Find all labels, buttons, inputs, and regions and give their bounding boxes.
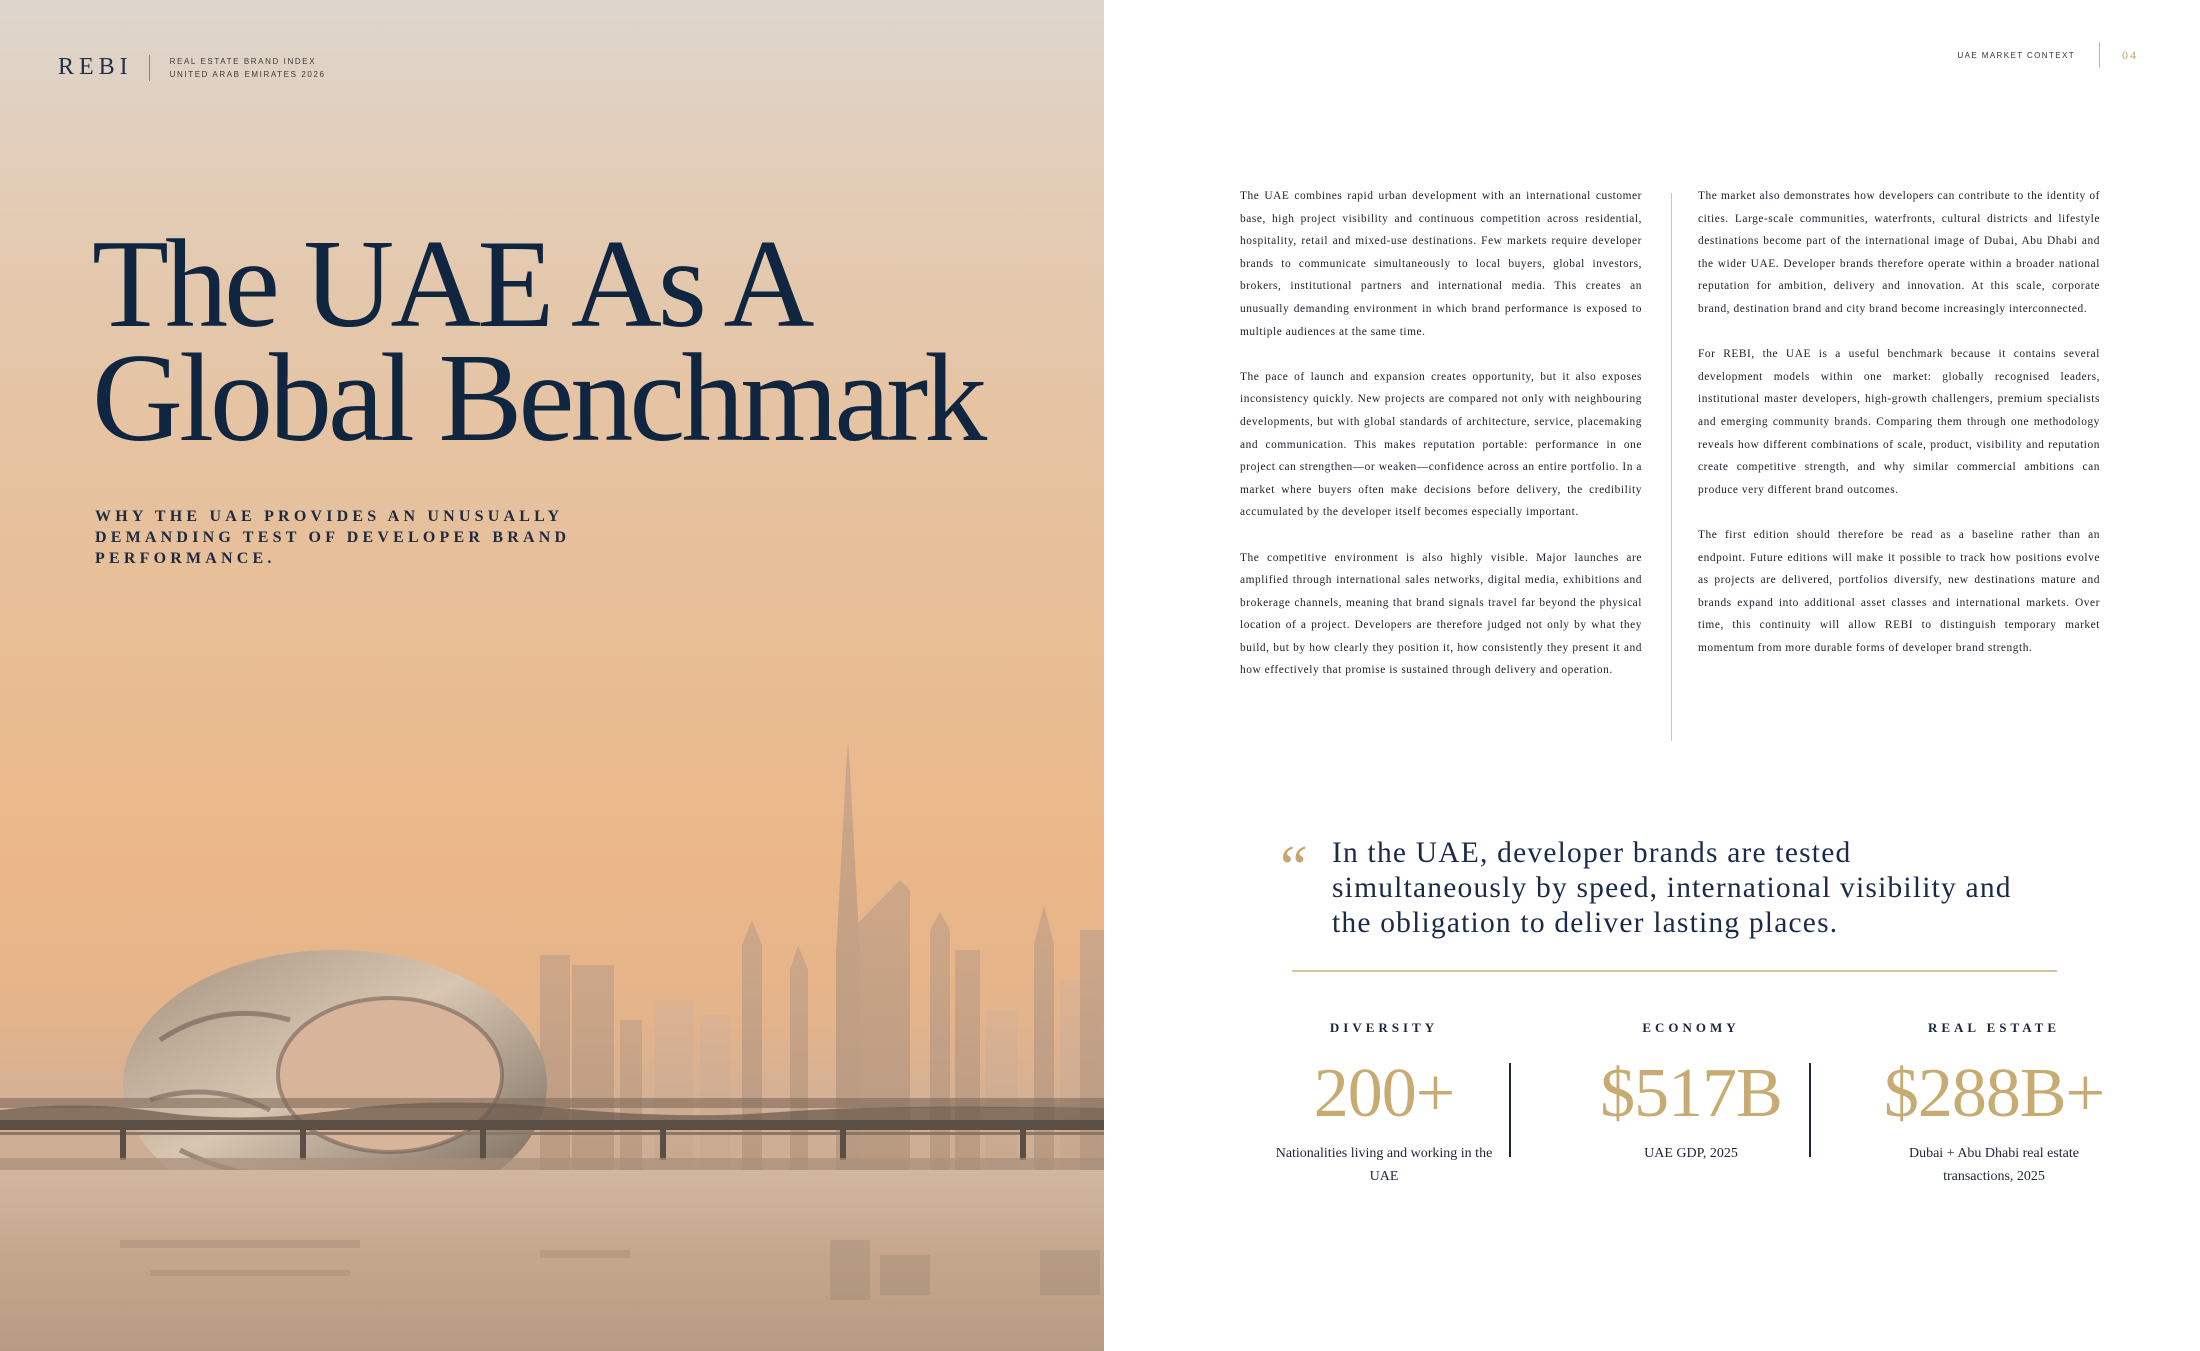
skyline-photo xyxy=(0,680,1104,1351)
body-paragraph: The market also demonstrates how developers can contribute to the identity of cities. Large-scale communities, waterfronts, cultural districts and lifestyle destinations become part of the international image of Dubai, Abu Dhabi and the wider UAE. Developer brands therefore operate within a broader national reputation for ambition, delivery and innovation. At this scale, corporate brand, destination brand and city brand become increasingly interconnected. xyxy=(1698,190,2100,315)
brand-logo: REBI xyxy=(58,54,133,80)
content-page xyxy=(1104,0,2200,1351)
masthead-subtitle-line1: REAL ESTATE BRAND INDEX xyxy=(169,56,317,66)
stat-real-estate xyxy=(1844,1020,2144,1188)
stat-economy xyxy=(1541,1020,1841,1165)
column-divider xyxy=(1671,193,1672,741)
hero-title-line1: The UAE As A xyxy=(92,215,811,354)
quote-mark-icon: “ xyxy=(1274,834,1309,902)
stat-divider xyxy=(1809,1063,1811,1157)
stat-diversity xyxy=(1234,1020,1534,1188)
running-head xyxy=(1957,42,2138,68)
section-label: UAE MARKET CONTEXT xyxy=(1957,50,2075,60)
stat-divider xyxy=(1509,1063,1511,1157)
body-column-1 xyxy=(1240,185,1642,705)
stat-caption: Nationalities living and working in the UAE xyxy=(1275,1146,1493,1184)
stat-value: $288B+ xyxy=(1883,1055,2105,1132)
pull-quote: In the UAE, developer brands are tested simultaneously by speed, international visibility and the obligation to deliver lasting places. xyxy=(1332,837,2012,939)
masthead xyxy=(58,54,326,81)
hero-title xyxy=(92,215,984,468)
stat-value: $517B xyxy=(1600,1055,1782,1132)
page-number: 04 xyxy=(2122,47,2138,62)
stat-caption: UAE GDP, 2025 xyxy=(1644,1146,1738,1161)
body-paragraph: For REBI, the UAE is a useful benchmark because it contains several development models within one market: globally recognised leaders, institutional master developers, high-growth challengers, premium specialists and emerging community brands. Comparing them through one methodology reveals how different combinations of scale, product, visibility and reputation create competitive strength, and why similar commercial ambitions can produce very different brand outcomes. xyxy=(1698,348,2100,496)
masthead-divider xyxy=(149,55,150,81)
embankment xyxy=(0,1158,1104,1170)
skyline-towers xyxy=(540,740,1104,1205)
shoreline xyxy=(0,1098,1104,1108)
hero-subtitle: WHY THE UAE PROVIDES AN UNUSUALLY DEMANDING TEST OF DEVELOPER BRAND PERFORMANCE. xyxy=(95,508,571,567)
body-paragraph: The first edition should therefore be read as a baseline rather than an endpoint. Future editions will make it possible to track how positions evolve as projects are delivered, portfolios diversify, new destinations mature and brands expand into additional asset classes and international markets. Over time, this continuity will allow REBI to distinguish temporary market momentum from more durable forms of developer brand strength. xyxy=(1698,528,2100,654)
stat-value: 200+ xyxy=(1313,1055,1455,1132)
water xyxy=(0,1170,1104,1351)
body-paragraph: The UAE combines rapid urban development with an international customer base, high project visibility and continuous competition across residential, hospitality, retail and mixed-use destinations. Few markets require developer brands to communicate simultaneously to local buyers, global investors, brokers, institutional partners and international media. This creates an unusually demanding environment in which brand performance is exposed to multiple audiences at the same time. xyxy=(1240,190,1642,338)
stat-caption: Dubai + Abu Dhabi real estate transactions, 2025 xyxy=(1908,1146,2079,1184)
hero-title-line2: Global Benchmark xyxy=(92,329,984,468)
body-column-2 xyxy=(1698,185,2100,682)
stat-label: ECONOMY xyxy=(1642,1020,1740,1035)
stat-label: REAL ESTATE xyxy=(1927,1020,2061,1035)
body-paragraph: The pace of launch and expansion creates opportunity, but it also exposes inconsistency quickly. New projects are compared not only with neighbouring developments, but with global standards of architecture, service, placemaking and communication. This makes reputation portable: performance in one project can strengthen—or weaken—confidence across an entire portfolio. In a market where buyers often make decisions before delivery, the credibility accumulated by the developer itself becomes especially important. xyxy=(1240,370,1642,519)
stat-label: DIVERSITY xyxy=(1329,1020,1439,1035)
quote-divider xyxy=(1292,970,2057,972)
masthead-subtitle xyxy=(170,55,326,81)
masthead-subtitle-line2: UNITED ARAB EMIRATES 2026 xyxy=(169,69,326,79)
running-head-divider xyxy=(2099,42,2100,68)
body-paragraph: The competitive environment is also highly visible. Major launches are amplified through international sales networks, digital media, exhibitions and brokerage channels, meaning that brand signals travel far beyond the physical location of a project. Developers are therefore judged not only by what they build, but by how clearly they position it, how consistently they present it and how effectively that promise is sustained through delivery and operation. xyxy=(1240,551,1642,677)
